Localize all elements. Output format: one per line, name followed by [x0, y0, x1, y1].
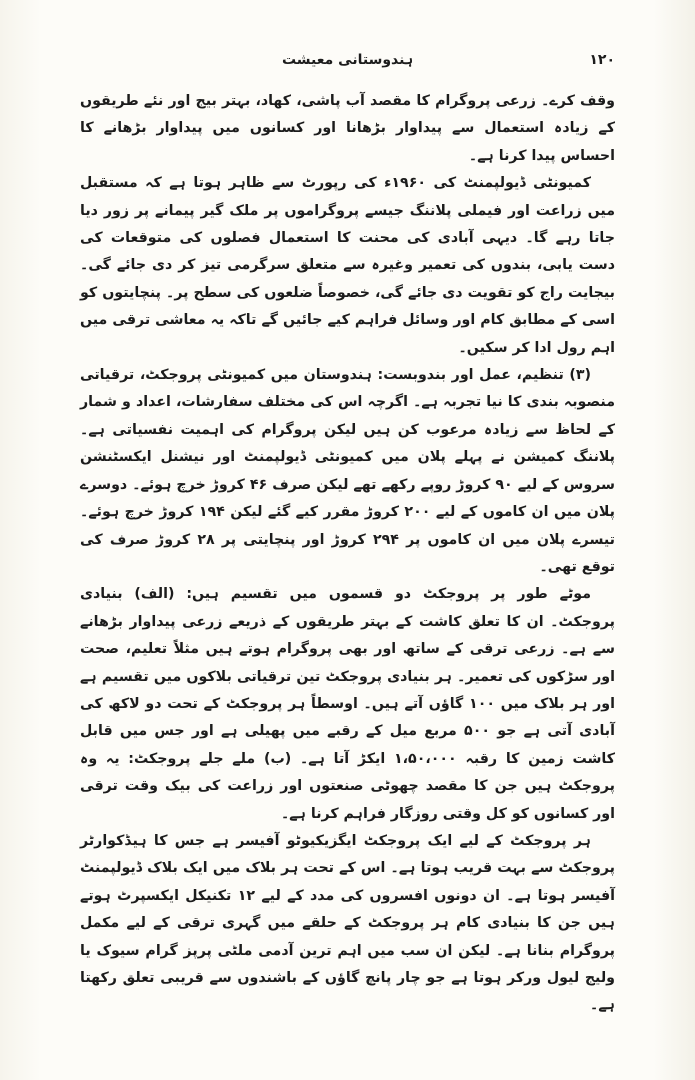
- paragraph: وقف کرے۔ زرعی پروگرام کا مقصد آب پاشی، کھاد، بہتر بیج اور نئے طریقوں کے زیادہ استعمال سے پیداوار بڑھانا اور کسانوں میں پیداوار بڑھانے کا احساس پیدا کرنا ہے۔: [80, 93, 615, 164]
- paragraph: (۳) تنظیم، عمل اور بندوبست: ہندوستان میں کمیونٹی پروجکٹ، ترقیاتی منصوبہ بندی کا نیا تجربہ ہے۔ اگرچہ اس کی مختلف سفارشات، اعداد و شمار کے لحاظ سے زیادہ مرعوب کن ہیں لیکن پروگرام کی اہمیت نفسیاتی ہے۔ پلاننگ کمیشن نے پہلے پلان میں کمیونٹی ڈیولپمنٹ اور نیشنل ایکسٹنشن سروس کے لیے ۹۰ کروڑ روپے رکھے تھے لیکن صرف ۴۶ کروڑ خرچ ہوئے۔ دوسرے پلان میں ان کاموں کے لیے ۲۰۰ کروڑ مقرر کیے گئے لیکن ۱۹۴ کروڑ خرچ ہوئے۔ تیسرے پلان میں ان کاموں پر ۲۹۴ کروڑ اور پنچایتی پر ۲۸ کروڑ صرف کی توقع تھی۔: [80, 367, 615, 575]
- paragraph: ہر پروجکٹ کے لیے ایک پروجکٹ ایگزیکیوٹو آفیسر ہے جس کا ہیڈکوارٹر پروجکٹ سے بہت قریب ہوتا ہے۔ اس کے تحت ہر بلاک میں ایک بلاک ڈیولپمنٹ آفیسر ہوتا ہے۔ ان دونوں افسروں کی مدد کے لیے ۱۲ تکنیکل ایکسپرٹ ہوتے ہیں جن کا بنیادی کام ہر پروجکٹ کے حلقے میں گہری ترقی کے لیے مکمل پروگرام بنانا ہے۔ لیکن ان سب میں اہم ترین آدمی ملٹی پرپز گرام سیوک یا ولیج لیول ورکر ہوتا ہے جو چار پانچ گاؤں کے باشندوں سے قریبی تعلق رکھتا ہے۔: [80, 832, 615, 1014]
- running-head: ہندوستانی معیشت: [281, 52, 414, 68]
- page-header: [80, 52, 615, 74]
- page-number: ۱۲۰: [589, 52, 615, 68]
- paragraph: موٹے طور پر پروجکٹ دو قسموں میں تقسیم ہیں: (الف) بنیادی پروجکٹ۔ ان کا تعلق کاشت کے بہتر طریقوں کے ذریعے زرعی پیداوار بڑھانے سے ہے۔ زرعی ترقی کے ساتھ اور بھی پروگرام ہوتے ہیں مثلاً تعلیم، صحت اور سڑکوں کی تعمیر۔ ہر بنیادی پروجکٹ تین ترقیاتی بلاکوں میں تقسیم ہے اور ہر بلاک میں ۱۰۰ گاؤں آتے ہیں۔ اوسطاً ہر پروجکٹ کے تحت دو لاکھ کی آبادی آتی ہے جو ۵۰۰ مربع میل کے رقبے میں پھیلی ہے اور جس میں قابل کاشت زمین کا رقبہ ۱،۵۰،۰۰۰ ایکڑ آتا ہے۔ (ب) ملے جلے پروجکٹ: یہ وہ پروجکٹ ہیں جن کا مقصد چھوٹی صنعتوں اور زراعت کی بیک وقت ترقی اور کسانوں کو کل وقتی روزگار فراہم کرنا ہے۔: [80, 586, 615, 822]
- paragraph: کمیونٹی ڈیولپمنٹ کی ۱۹۶۰ء کی رپورٹ سے ظاہر ہوتا ہے کہ مستقبل میں زراعت اور فیملی پلاننگ جیسے پروگراموں پر ملک گیر پیمانے پر زور دیا جاتا رہے گا۔ دیہی آبادی کی محنت کا استعمال فصلوں کی متوقعات کی دست یابی، بندوں کی تعمیر وغیرہ سے متعلق سرگرمی تیز کر دی جائے گی۔ بیجایت راج کو تقویت دی جائے گی، خصوصاً ضلعوں کی سطح پر۔ پنچایتوں کو اسی کے مطابق کام اور وسائل فراہم کیے جائیں گے تاکہ یہ معاشی ترقی میں اہم رول ادا کر سکیں۔: [80, 175, 615, 356]
- page-body: [80, 88, 615, 1020]
